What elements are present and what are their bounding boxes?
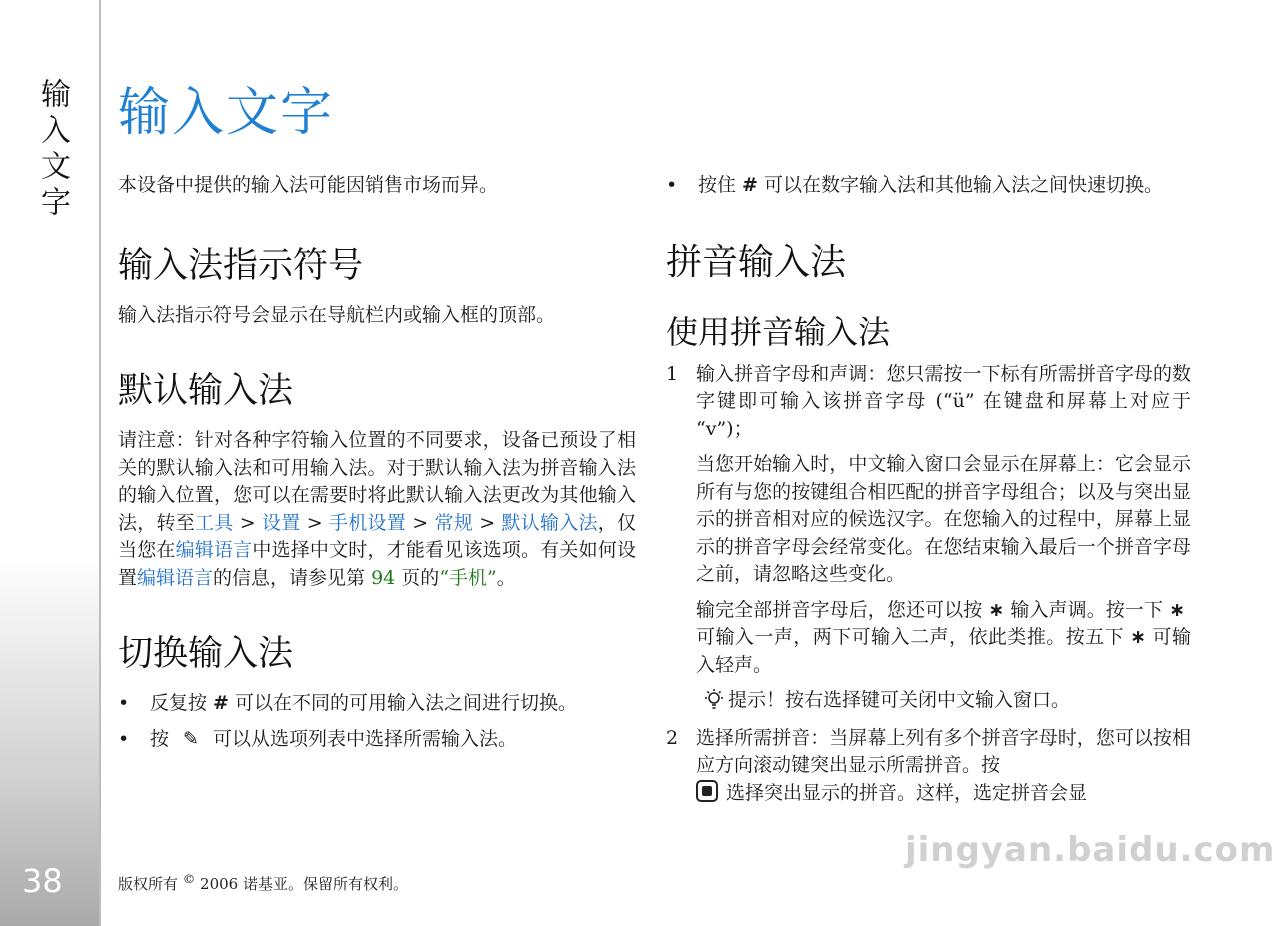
tip-paragraph — [666, 687, 1191, 719]
item1-term: 输入拼音字母和声调 — [696, 362, 868, 385]
tone-text-a: 输完全部拼音字母后，您还可以按 — [696, 598, 983, 621]
item-number: 2 — [666, 726, 679, 749]
footer-text-a: 版权所有 — [118, 875, 183, 893]
star-key-icon: ∗ — [1130, 626, 1147, 648]
bullet1-text-a: 反复按 — [150, 692, 208, 714]
copyright-footer — [118, 871, 408, 894]
watermark: jingyan.baidu.com — [905, 830, 1276, 870]
page-title: 输入文字 — [118, 83, 335, 143]
list-item — [118, 690, 636, 718]
hash-key-icon: # — [213, 692, 229, 714]
left-column — [118, 170, 636, 753]
sidebar-chapter-title: 输入文字 — [35, 78, 70, 222]
path-separator: > — [406, 511, 435, 534]
item2-term: 选择所需拼音 — [696, 726, 811, 749]
page-reference[interactable]: 94 — [371, 566, 396, 589]
bullet2-text-b: 可以从选项列表中选择所需输入法。 — [212, 727, 517, 750]
item1-text: ：您只需按一下标有所需拼音字母的数字键即可输入该拼音字母 (“ü” 在键盘和屏幕上对应于 “v”)； — [696, 362, 1191, 440]
hash-key-icon: # — [742, 174, 758, 196]
right-column — [666, 170, 1191, 807]
path-separator: > — [233, 511, 262, 534]
tip-label: 提示！ — [728, 689, 786, 711]
default-input-text-c: 中选择中文时，才能看见该选项。有关如何设置 — [118, 539, 636, 589]
default-input-text-e: 页的 — [395, 566, 440, 589]
heading-switch-input: 切换输入法 — [118, 634, 294, 674]
list-item — [666, 172, 1191, 200]
link-edit-language-2[interactable]: 编辑语言 — [137, 566, 214, 589]
pinyin-window-paragraph: 当您开始输入时，中文输入窗口会显示在屏幕上：它会显示所有与您的按键组合相匹配的拼音字母组合；以及与突出显示的拼音相对应的候选汉字。在您输入的过程中，屏幕上显示的拼音字母会经常变化。在您结束输入最后一个拼音字母之前，请忽略这些变化。 — [696, 453, 1191, 585]
select-key-icon — [696, 780, 718, 802]
bullet2-text-a: 按 — [150, 727, 170, 750]
link-settings[interactable]: 设置 — [262, 511, 301, 534]
input-indicator-paragraph: 输入法指示符号会显示在导航栏内或输入框的顶部。 — [118, 303, 556, 326]
lightbulb-icon — [702, 688, 728, 719]
link-tools[interactable]: 工具 — [195, 511, 234, 534]
page-number: 38 — [22, 862, 63, 900]
bullet-icon: • — [118, 692, 130, 714]
star-key-icon: ∗ — [1169, 598, 1185, 621]
default-input-text-d: 的信息，请参见第 — [213, 566, 372, 589]
link-general[interactable]: 常规 — [434, 511, 473, 534]
numbered-item-2 — [666, 725, 1191, 808]
default-input-text-f: 。 — [496, 566, 516, 589]
bullet3-text-b: 可以在数字输入法和其他输入法之间快速切换。 — [763, 174, 1163, 196]
intro-paragraph: 本设备中提供的输入法可能因销售市场而异。 — [118, 174, 499, 196]
tone-text-b: 输入声调。按一下 — [1010, 598, 1164, 621]
heading-default-input: 默认输入法 — [118, 371, 294, 411]
path-separator: > — [473, 511, 502, 534]
tone-paragraph — [666, 597, 1191, 680]
heading-pinyin-input: 拼音输入法 — [666, 241, 847, 283]
copyright-mark: © — [182, 871, 196, 886]
bullet1-text-b: 可以在不同的可用输入法之间进行切换。 — [234, 692, 577, 714]
heading-input-indicator: 输入法指示符号 — [118, 245, 364, 286]
item-number: 1 — [666, 362, 679, 385]
default-input-text-b: ，仅当您在 — [118, 511, 636, 561]
heading-use-pinyin: 使用拼音输入法 — [666, 312, 891, 351]
bullet3-text-a: 按住 — [698, 174, 737, 196]
tone-text-c: 可输入一声，两下可输入二声，依此类推。按五下 — [696, 626, 1125, 648]
link-edit-language[interactable]: 编辑语言 — [175, 539, 253, 561]
footer-text-b: 2006 诺基亚。保留所有权利。 — [195, 875, 408, 893]
item2-text-2: 选择突出显示的拼音。这样，选定拼音会显 — [726, 781, 1088, 804]
tone-text-d: 可输入轻声。 — [696, 626, 1191, 676]
link-default-input[interactable]: 默认输入法 — [501, 511, 598, 534]
edit-key-icon: ✎ — [183, 727, 199, 750]
sidebar-divider — [99, 0, 101, 926]
tip-text: 按右选择键可关闭中文输入窗口。 — [785, 689, 1071, 711]
bullet-icon: • — [118, 727, 130, 750]
link-phone-settings[interactable]: 手机设置 — [329, 511, 406, 534]
default-input-paragraph — [118, 427, 636, 592]
item2-text: ：当屏幕上列有多个拼音字母时，您可以按相应方向滚动键突出显示所需拼音。按 — [696, 726, 1191, 776]
default-input-text-a: 请注意：针对各种字符输入位置的不同要求，设备已预设了相关的默认输入法和可用输入法。对于默认输入法为拼音输入法的输入位置，您可以在需要时将此默认输入法更改为其他输入法，转至 — [118, 429, 636, 534]
path-separator: > — [300, 511, 329, 534]
star-key-icon: ∗ — [988, 598, 1005, 621]
list-item — [118, 726, 636, 754]
numbered-item-1 — [666, 361, 1191, 444]
bullet-icon: • — [666, 174, 678, 196]
reference-title[interactable]: “手机” — [439, 566, 497, 589]
